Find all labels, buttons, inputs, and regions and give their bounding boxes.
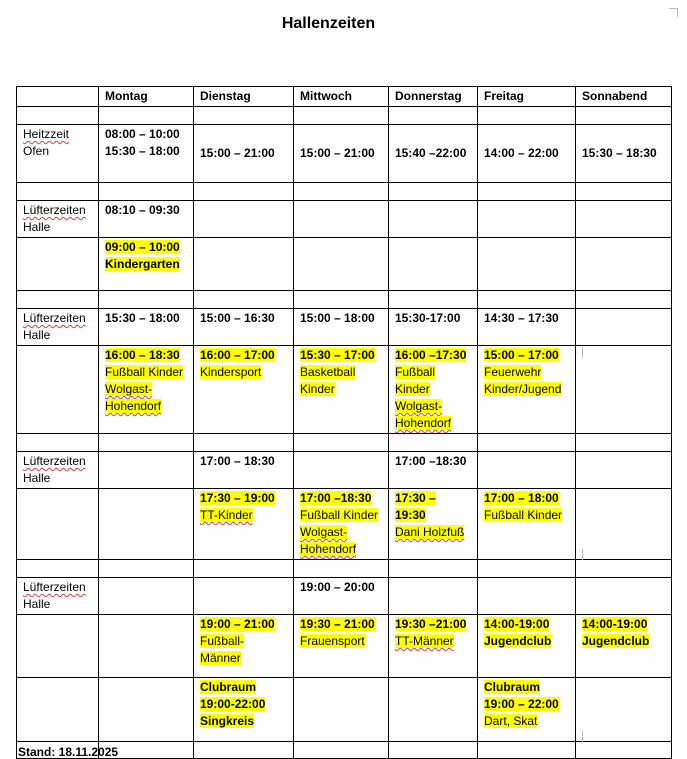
- day-header-donnerstag: Donnerstag: [389, 87, 478, 107]
- ventilation-2-donnerstag: 15:30-17:00: [389, 309, 478, 346]
- event-montag-fussball: 16:00 – 18:30 Fußball Kinder Wolgast- Hohendorf: [99, 346, 194, 434]
- ventilation-2-mittwoch: 15:00 – 18:00: [294, 309, 389, 346]
- event-freitag-feuerwehr: 15:00 – 17:00 Feuerwehr Kinder/Jugend: [478, 346, 576, 434]
- row-label-ventilation: Lüfterzeiten Halle: [17, 452, 99, 489]
- event-sonnabend-jugendclub: 14:00-19:00 Jugendclub: [576, 615, 672, 678]
- event-sonnabend-empty: [576, 346, 672, 434]
- heating-donnerstag: 15:40 –22:00: [389, 125, 478, 183]
- heating-montag: 08:00 – 10:00 15:30 – 18:00: [99, 125, 194, 183]
- day-header-dienstag: Dienstag: [194, 87, 294, 107]
- event-dienstag-fussball-maenner: 19:00 – 21:00 Fußball- Männer: [194, 615, 294, 678]
- event-row-3: [17, 489, 672, 560]
- text-cursor-mark: [582, 347, 583, 358]
- ventilation-3-dienstag: 17:00 – 18:30: [194, 452, 294, 489]
- event-donnerstag-fussball: 16:00 –17:30 Fußball Kinder Wolgast- Hohendorf: [389, 346, 478, 434]
- clubraum-freitag: Clubraum 19:00 – 22:00 Dart, Skat: [478, 678, 576, 742]
- ventilation-4-mittwoch: 19:00 – 20:00: [294, 578, 389, 615]
- day-header-sonnabend: Sonnabend: [576, 87, 672, 107]
- ventilation-row-1: [17, 201, 672, 238]
- page-title: Hallenzeiten: [281, 15, 376, 32]
- spacer-row: [17, 183, 672, 201]
- day-header-mittwoch: Mittwoch: [294, 87, 389, 107]
- ventilation-2-montag: 15:30 – 18:00: [99, 309, 194, 346]
- ventilation-3-donnerstag: 17:00 –18:30: [389, 452, 478, 489]
- event-row-1: [17, 238, 672, 291]
- header-row: [17, 87, 672, 107]
- ventilation-2-dienstag: 15:00 – 16:30: [194, 309, 294, 346]
- ventilation-1-montag: 08:10 – 09:30: [99, 201, 194, 238]
- spacer-row: [17, 291, 672, 309]
- heating-sonnabend: 15:30 – 18:30: [576, 125, 672, 183]
- ventilation-row-4: [17, 578, 672, 615]
- heating-dienstag: 15:00 – 21:00: [194, 125, 294, 183]
- spacer-row: [17, 560, 672, 578]
- event-donnerstag-holzfuss: 17:30 – 19:30 Dani Holzfuß: [389, 489, 478, 560]
- corner-cell: [17, 87, 99, 107]
- event-mittwoch-basketball: 15:30 – 17:00 Basketball Kinder: [294, 346, 389, 434]
- event-freitag-fussball: 17:00 – 18:00 Fußball Kinder: [478, 489, 576, 560]
- day-header-freitag: Freitag: [478, 87, 576, 107]
- row-label-heating: Heitzzeit Ofen: [17, 125, 99, 183]
- row-label-ventilation: Lüfterzeiten Halle: [17, 309, 99, 346]
- ventilation-row-3: [17, 452, 672, 489]
- heating-mittwoch: 15:00 – 21:00: [294, 125, 389, 183]
- event-row-2: [17, 346, 672, 434]
- ventilation-row-2: [17, 309, 672, 346]
- clubraum-row: [17, 678, 672, 742]
- text-cursor-mark: [582, 731, 583, 742]
- event-donnerstag-tt-maenner: 19:30 –21:00 TT-Männer: [389, 615, 478, 678]
- event-kindergarten: 09:00 – 10:00 Kindergarten: [99, 238, 194, 291]
- row-label-ventilation: Lüfterzeiten Halle: [17, 201, 99, 238]
- spacer-row: [17, 434, 672, 452]
- clubraum-dienstag: Clubraum 19:00-22:00 Singkreis: [194, 678, 294, 742]
- event-mittwoch-fussball: 17:00 –18:30 Fußball Kinder Wolgast- Hohendorf: [294, 489, 389, 560]
- stand-date: Stand: 18.11.2025: [18, 745, 119, 759]
- page-corner-marker: [669, 8, 678, 17]
- schedule-table: [16, 86, 672, 759]
- event-row-4: [17, 615, 672, 678]
- event-dienstag-kindersport: 16:00 – 17:00 Kindersport: [194, 346, 294, 434]
- event-dienstag-tt-kinder: 17:30 – 19:00 TT-Kinder: [194, 489, 294, 560]
- ventilation-2-freitag: 14:30 – 17:30: [478, 309, 576, 346]
- event-freitag-jugendclub: 14:00-19:00 Jugendclub: [478, 615, 576, 678]
- heating-freitag: 14:00 – 22:00: [478, 125, 576, 183]
- spacer-row: [17, 107, 672, 125]
- ventilation-2-sonnabend: [576, 309, 672, 346]
- heating-row: [17, 125, 672, 183]
- day-header-montag: Montag: [99, 87, 194, 107]
- event-mittwoch-frauensport: 19:30 – 21:00 Frauensport: [294, 615, 389, 678]
- row-label-ventilation: Lüfterzeiten Halle: [17, 578, 99, 615]
- text-cursor-mark: [582, 549, 583, 560]
